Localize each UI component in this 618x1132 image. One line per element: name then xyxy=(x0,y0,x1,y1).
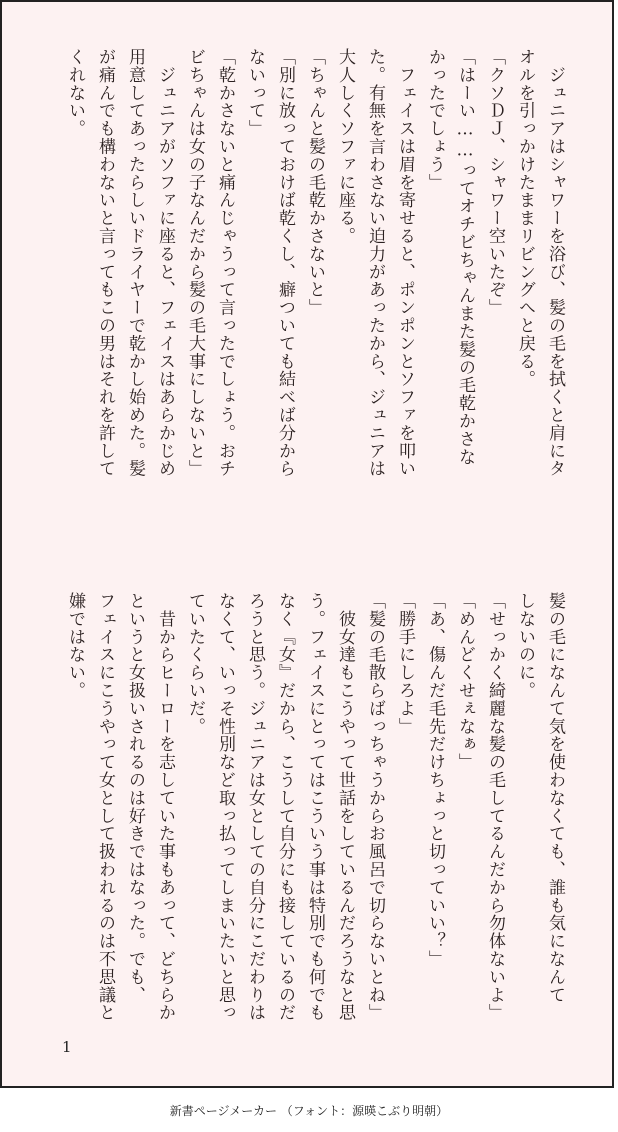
text-line: 彼女達もこうやって世話をしているんだろうなと思 xyxy=(335,592,355,1022)
footer-credit: 新書ページメーカー （フォント：源暎こぶり明朝） xyxy=(169,1104,449,1118)
text-line: 「勝手にしろよ」 xyxy=(395,592,415,736)
text-line: 嫌ではない。 xyxy=(65,592,85,700)
text-line: 「あ、傷んだ毛先だけちょっと切っていい？」 xyxy=(425,592,445,968)
text-line: なく『女』だから、こうして自分にも接しているのだ xyxy=(275,592,295,1022)
text-line: なくて、いっそ性別など取っ払ってしまいたいと思っ xyxy=(215,592,235,1022)
text-line: う。フェイスにとってはこういう事は特別でも何でも xyxy=(305,592,325,1022)
text-line: 大人しくソファに座る。 xyxy=(335,48,355,245)
text-line: フェイスにこうやって女として扱われるのは不思議と xyxy=(95,592,115,1022)
text-line: 「めんどくせぇなぁ」 xyxy=(455,592,475,771)
text-line: オルを引っかけたままリビングへと戻る。 xyxy=(515,48,535,389)
text-line: 「はーい……ってオチビちゃんまた髪の毛乾かさな xyxy=(455,48,475,466)
text-line: ないって」 xyxy=(245,48,265,138)
text-line: しないのに。 xyxy=(515,592,535,700)
text-line: フェイスは眉を寄せると、ポンポンとソファを叩い xyxy=(395,48,415,478)
bottom-text-block xyxy=(60,592,570,1032)
text-line: 「せっかく綺麗な髪の毛してるんだから勿体ないよ」 xyxy=(485,592,505,1022)
text-line: くれない。 xyxy=(65,48,85,138)
text-line: というと女扱いされるのは好きではなった。でも、 xyxy=(125,592,145,1004)
text-line: かったでしょう」 xyxy=(425,48,445,192)
page-number: 1 xyxy=(62,1038,72,1056)
top-text-block xyxy=(60,48,570,534)
text-line: ジュニアはシャワーを浴び、髪の毛を拭くと肩にタ xyxy=(545,48,565,478)
text-line: ていたくらいだ。 xyxy=(185,592,205,736)
text-line: 用意してあったらしいドライヤーで乾かし始めた。髪 xyxy=(125,48,145,478)
text-line: た。有無を言わさない迫力があったから、ジュニアは xyxy=(365,48,385,478)
text-line: 昔からヒーローを志していた事もあって、どちらか xyxy=(155,592,175,1022)
text-line: 「別に放っておけば乾くし、癖ついても結べば分から xyxy=(275,48,295,478)
text-line: ジュニアがソファに座ると、フェイスはあらかじめ xyxy=(155,48,175,478)
text-line: ろうと思う。ジュニアは女としての自分にこだわりは xyxy=(245,592,265,1022)
text-line: 「髪の毛散らばっちゃうからお風呂で切らないとね」 xyxy=(365,592,385,1022)
text-line: が痛んでも構わないと言ってもこの男はそれを許して xyxy=(95,48,115,478)
text-line: ビちゃんは女の子なんだから髪の毛大事にしないと」 xyxy=(185,48,205,478)
text-line: 髪の毛になんて気を使わなくても、誰も気になんて xyxy=(545,592,565,1004)
text-line: 「乾かさないと痛んじゃうって言ったでしょう。おチ xyxy=(215,48,235,478)
text-line: 「クソＤＪ、シャワー空いたぞ」 xyxy=(485,48,505,317)
text-line: 「ちゃんと髪の毛乾かさないと」 xyxy=(305,48,325,317)
